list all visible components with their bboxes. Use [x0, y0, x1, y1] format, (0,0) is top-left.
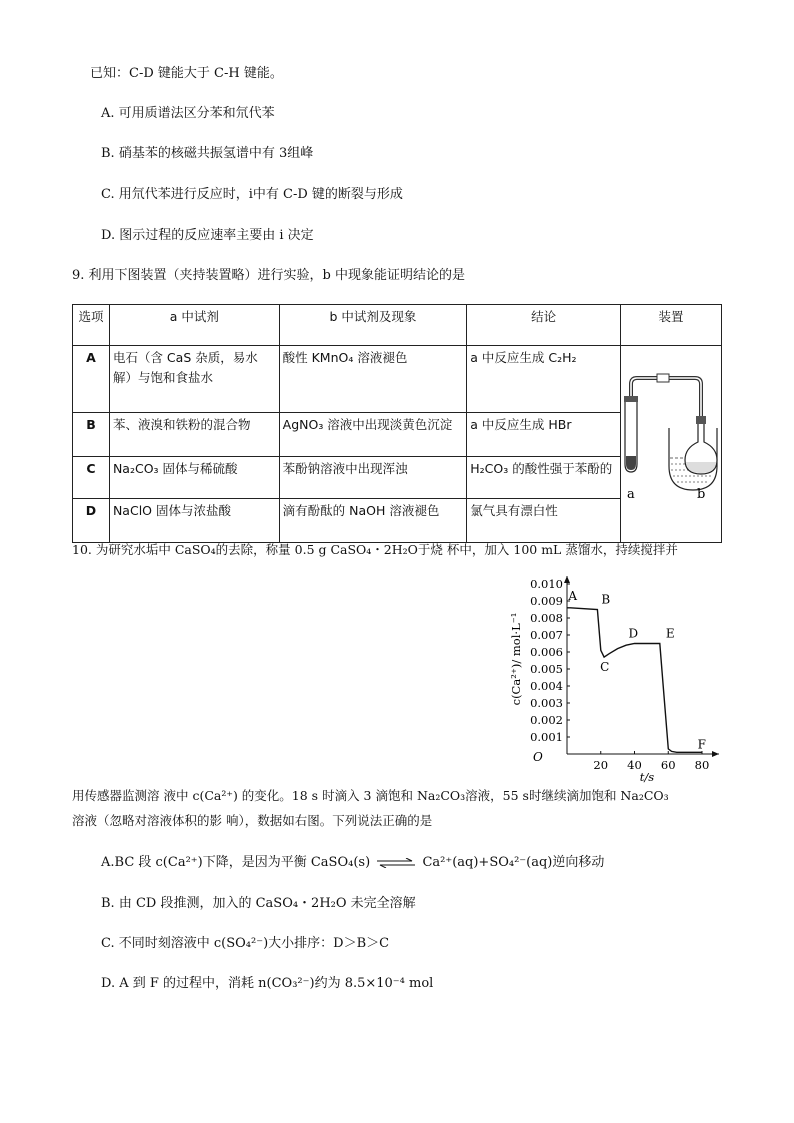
q10-option-a-pre: A.BC 段 c(Ca²⁺)下降，是因为平衡 CaSO₄(s): [101, 855, 371, 870]
point-label-f: F: [697, 737, 706, 752]
q10-option-a: [101, 851, 604, 870]
q10-option-c: C. 不同时刻溶液中 c(SO₄²⁻)大小排序：D＞B＞C: [101, 936, 390, 951]
table-row: [73, 346, 722, 413]
point-label-c: C: [600, 660, 610, 675]
q8-option-a: A. 可用质谱法区分苯和氘代苯: [101, 106, 275, 121]
apparatus-diagram: [621, 346, 721, 536]
q9-table: [72, 304, 722, 543]
table-header-row: [73, 305, 722, 346]
y-tick-label: 0.002: [530, 713, 563, 727]
reagent-b-cell: 滴有酚酞的 NaOH 溶液褪色: [279, 498, 467, 542]
reagent-a-icon: [626, 456, 636, 470]
stopper-a: [624, 396, 638, 402]
y-tick-label: 0.004: [530, 679, 563, 693]
stopper-b: [696, 416, 706, 424]
option-label: B: [73, 412, 110, 456]
conclusion-cell: 氯气具有漂白性: [467, 498, 621, 542]
q10-line2: 用传感器监测溶 液中 c(Ca²⁺) 的变化。18 s 时滴入 3 滴饱和 Na₂CO₃溶液，55 s时继续滴加饱和 Na₂CO₃: [72, 788, 669, 803]
concentration-chart: [500, 574, 730, 784]
label-a: a: [626, 487, 635, 502]
point-label-a: A: [568, 588, 578, 603]
q10-line1: 10. 为研究水垢中 CaSO₄的去除，称量 0.5 g CaSO₄・2H₂O于烧 杯中，加入 100 mL 蒸馏水，持续搅拌并: [72, 542, 678, 557]
header-option: 选项: [73, 305, 110, 346]
y-axis-label: c(Ca²⁺)/ mol·L⁻¹: [509, 612, 523, 706]
conclusion-cell: H₂CO₃ 的酸性强于苯酚的: [467, 457, 621, 498]
y-tick-label: 0.006: [530, 645, 563, 659]
rubber-connector: [657, 374, 669, 382]
header-reagent-a: a 中试剂: [109, 305, 279, 346]
reagent-a-cell: Na₂CO₃ 固体与稀硫酸: [109, 457, 279, 498]
q10-option-a-post: Ca²⁺(aq)+SO₄²⁻(aq)逆向移动: [422, 855, 605, 870]
x-axis-arrow-icon: [712, 751, 719, 757]
header-apparatus: 装置: [620, 305, 721, 346]
conclusion-cell: a 中反应生成 HBr: [467, 412, 621, 456]
q10-option-b: B. 由 CD 段推测，加入的 CaSO₄・2H₂O 未完全溶解: [101, 896, 416, 911]
q10-option-d: D. A 到 F 的过程中，消耗 n(CO₃²⁻)约为 8.5×10⁻⁴ mol: [101, 976, 434, 991]
reagent-b-cell: 苯酚钠溶液中出现浑浊: [279, 457, 467, 498]
y-axis-arrow-icon: [564, 576, 570, 583]
x-tick-label: 20: [593, 758, 609, 772]
point-label-e: E: [665, 626, 675, 641]
y-tick-label: 0.008: [530, 611, 563, 625]
q8-option-d: D. 图示过程的反应速率主要由 ⅰ 决定: [101, 228, 314, 243]
q9-stem: 9. 利用下图装置（夹持装置略）进行实验，b 中现象能证明结论的是: [72, 268, 465, 283]
point-label-b: B: [601, 592, 611, 607]
q10-line3: 溶液（忽略对溶液体积的影 响），数据如右图。下列说法正确的是: [72, 813, 433, 828]
x-axis-label: t/s: [639, 770, 655, 784]
origin-label: O: [533, 750, 543, 764]
y-tick-label: 0.010: [530, 577, 563, 591]
reagent-a-cell: NaClO 固体与浓盐酸: [109, 498, 279, 542]
y-tick-label: 0.007: [530, 628, 563, 642]
label-b: b: [696, 487, 706, 502]
q8-option-c: C. 用氘代苯进行反应时，ⅰ中有 C-D 键的断裂与形成: [101, 187, 403, 202]
option-label: C: [73, 457, 110, 498]
delivery-tube: [631, 378, 701, 436]
x-tick-label: 40: [627, 758, 642, 772]
reagent-b-cell: AgNO₃ 溶液中出现淡黄色沉淀: [279, 412, 467, 456]
equilibrium-arrow-icon: [376, 858, 416, 868]
header-conclusion: 结论: [467, 305, 621, 346]
known-condition: 已知：C-D 键能大于 C-H 键能。: [90, 66, 283, 81]
reagent-a-cell: 苯、液溴和铁粉的混合物: [109, 412, 279, 456]
option-label: A: [73, 346, 110, 413]
reagent-a-cell: [109, 346, 279, 413]
y-tick-label: 0.009: [530, 594, 563, 608]
reagent-a-line2: 解）与饱和食盐水: [112, 370, 213, 385]
reagent-a-line1: 电石（含 CaS 杂质，易水: [112, 350, 258, 365]
x-tick-label: 80: [694, 758, 710, 772]
header-reagent-b: b 中试剂及现象: [279, 305, 467, 346]
y-tick-label: 0.005: [530, 662, 563, 676]
y-tick-label: 0.003: [530, 696, 563, 710]
y-tick-label: 0.001: [530, 730, 563, 744]
conclusion-cell: a 中反应生成 C₂H₂: [467, 346, 621, 413]
q8-option-b: B. 硝基苯的核磁共振氢谱中有 3组峰: [101, 146, 314, 161]
option-label: D: [73, 498, 110, 542]
reagent-b-cell: 酸性 KMnO₄ 溶液褪色: [279, 346, 467, 413]
point-label-d: D: [628, 626, 639, 641]
x-tick-label: 60: [660, 758, 676, 772]
apparatus-cell: [620, 346, 721, 543]
